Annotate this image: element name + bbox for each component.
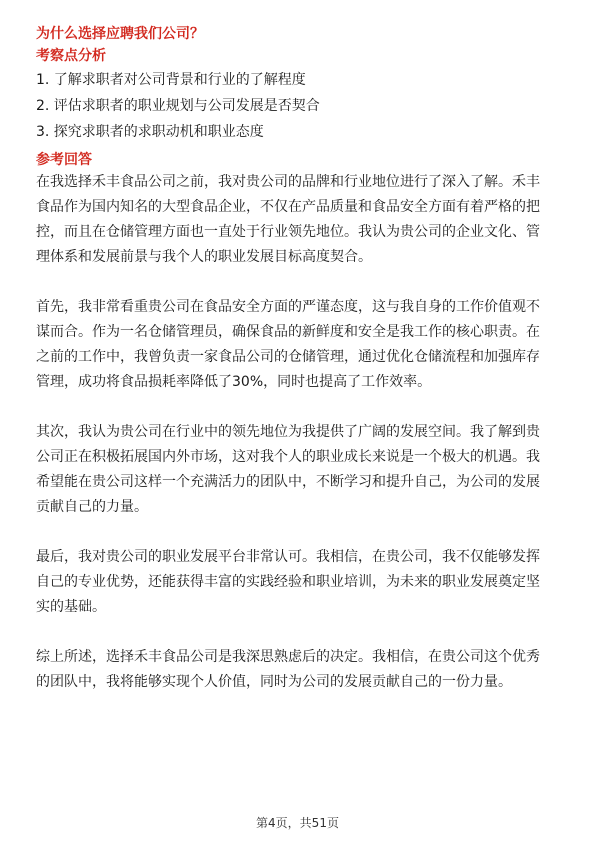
answer-line: 理体系和发展前景与我个人的职业发展目标高度契合。 xyxy=(36,249,372,265)
analysis-heading: 考察点分析 xyxy=(36,48,106,64)
answer-paragraph-3 xyxy=(36,420,564,520)
analysis-list xyxy=(36,70,564,142)
answer-line: 综上所述，选择禾丰食品公司是我深思熟虑后的决定。我相信，在贵公司这个优秀 xyxy=(36,649,540,665)
answer-line: 控，而且在仓储管理方面也一直处于行业领先地位。我认为贵公司的企业文化、管 xyxy=(36,224,540,240)
answer-line: 公司正在积极拓展国内外市场，这对我个人的职业成长来说是一个极大的机遇。我 xyxy=(36,449,540,465)
answer-line: 贡献自己的力量。 xyxy=(36,499,148,515)
answer-paragraph-5 xyxy=(36,645,564,695)
answer-line: 的团队中，我将能够实现个人价值，同时为公司的发展贡献自己的一份力量。 xyxy=(36,674,512,690)
answer-paragraph-1 xyxy=(36,170,564,270)
answer-line: 之前的工作中，我曾负责一家食品公司的仓储管理，通过优化仓储流程和加强库存 xyxy=(36,349,540,365)
answer-line: 管理，成功将食品损耗率降低了30%，同时也提高了工作效率。 xyxy=(36,374,432,390)
answer-line: 其次，我认为贵公司在行业中的领先地位为我提供了广阔的发展空间。我了解到贵 xyxy=(36,424,540,440)
answer-line: 自己的专业优势，还能获得丰富的实践经验和职业培训，为未来的职业发展奠定坚 xyxy=(36,574,540,590)
answer-line: 希望能在贵公司这样一个充满活力的团队中，不断学习和提升自己，为公司的发展 xyxy=(36,474,540,490)
answer-heading: 参考回答 xyxy=(36,152,92,168)
analysis-item-2: 2. 评估求职者的职业规划与公司发展是否契合 xyxy=(36,98,320,114)
answer-line: 谋而合。作为一名仓储管理员，确保食品的新鲜度和安全是我工作的核心职责。在 xyxy=(36,324,540,340)
analysis-item-3: 3. 探究求职者的求职动机和职业态度 xyxy=(36,124,264,140)
answer-paragraph-2 xyxy=(36,295,564,395)
answer-line: 最后，我对贵公司的职业发展平台非常认可。我相信，在贵公司，我不仅能够发挥 xyxy=(36,549,540,565)
answer-line: 在我选择禾丰食品公司之前，我对贵公司的品牌和行业地位进行了深入了解。禾丰 xyxy=(36,174,540,190)
document-page xyxy=(36,24,564,695)
analysis-item-1: 1. 了解求职者对公司背景和行业的了解程度 xyxy=(36,72,306,88)
answer-line: 实的基础。 xyxy=(36,599,106,615)
answer-line: 首先，我非常看重贵公司在食品安全方面的严谨态度，这与我自身的工作价值观不 xyxy=(36,299,540,315)
page-number-footer: 第4页，共51页 xyxy=(256,816,339,830)
answer-line: 食品作为国内知名的大型食品企业，不仅在产品质量和食品安全方面有着严格的把 xyxy=(36,199,540,215)
question-title: 为什么选择应聘我们公司？ xyxy=(36,26,204,42)
answer-paragraph-4 xyxy=(36,545,564,620)
